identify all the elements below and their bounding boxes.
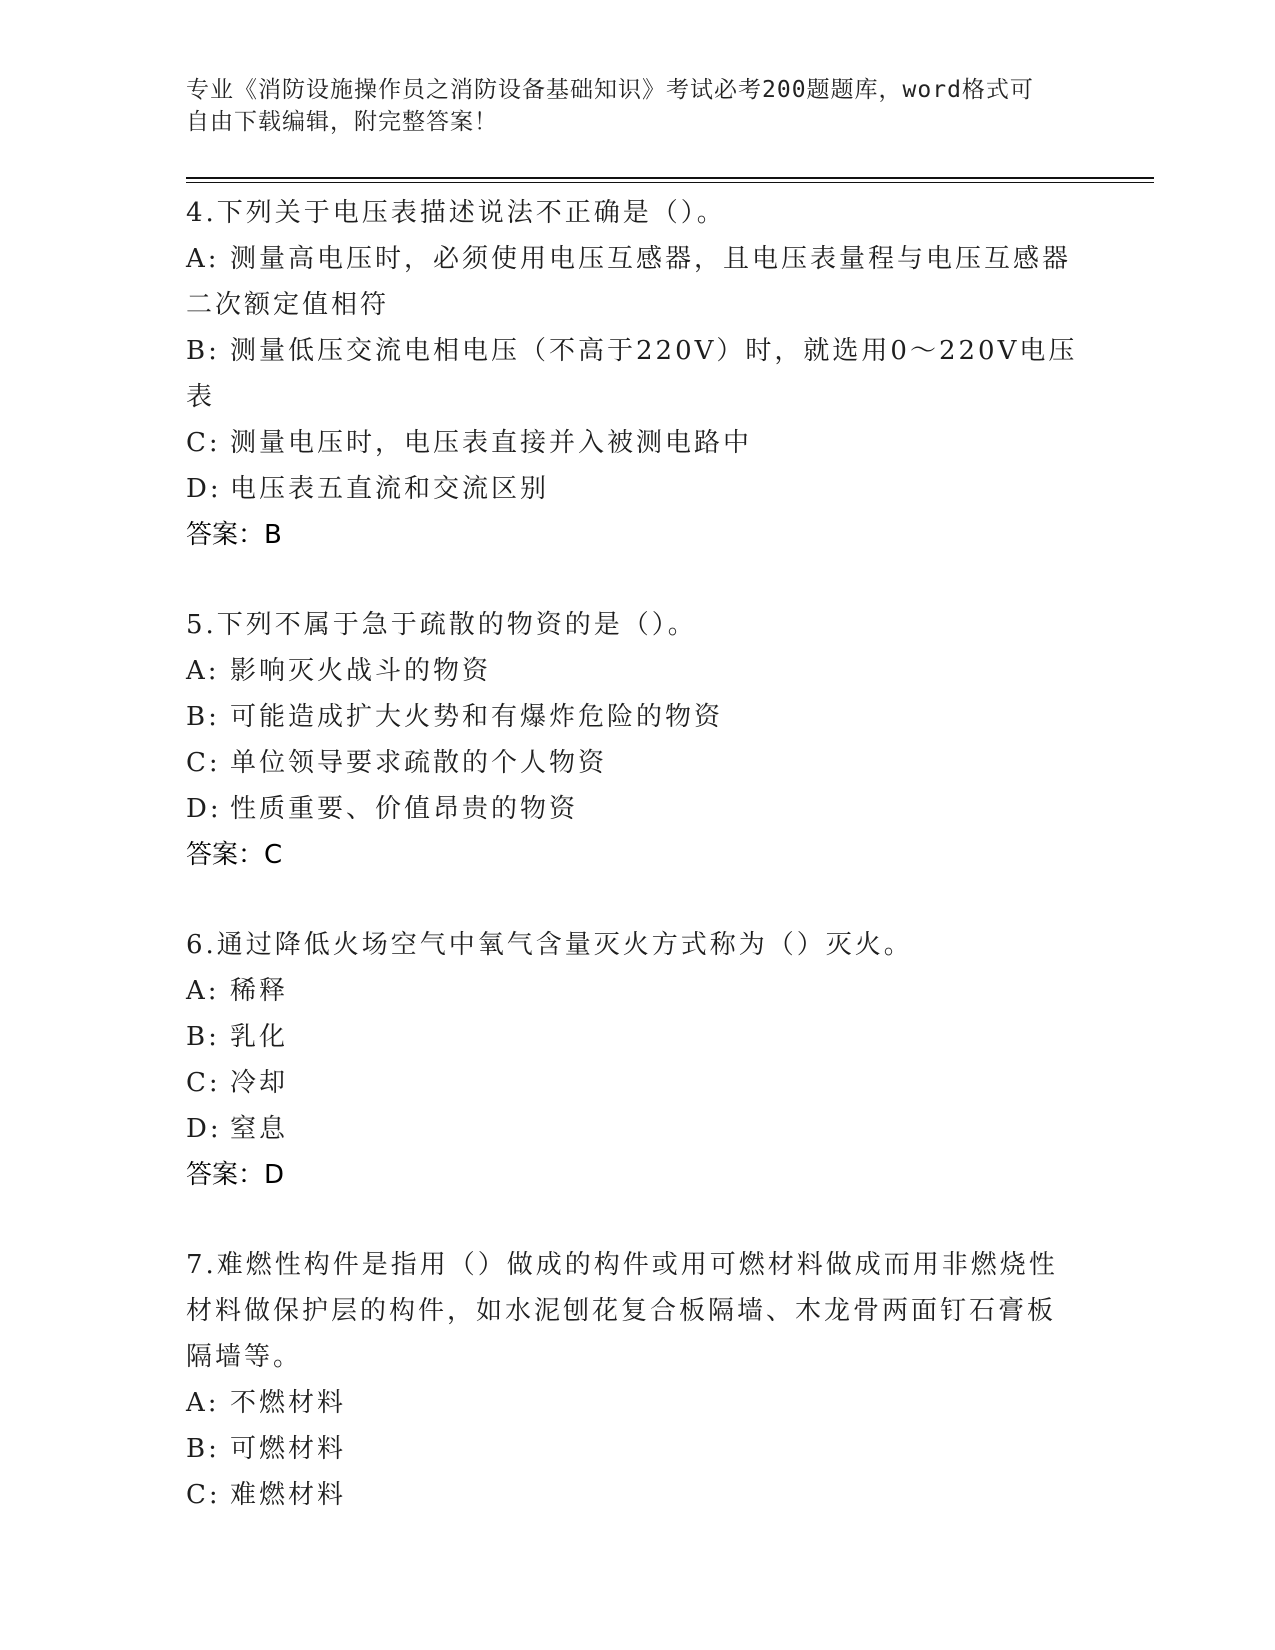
option-text: 稀释	[230, 976, 289, 1006]
question-block	[186, 1242, 1086, 1518]
option-label: D:	[186, 474, 222, 504]
option-text: 性质重要、价值昂贵的物资	[230, 794, 579, 824]
question-block	[186, 922, 1086, 1198]
header-rule-thick	[186, 177, 1154, 179]
option-b	[186, 1014, 1086, 1060]
option-b	[186, 328, 1086, 420]
option-text: 测量低压交流电相电压（不高于220V）时，就选用0～220V电压表	[186, 336, 1078, 412]
question-block	[186, 190, 1086, 558]
option-label: C:	[186, 1068, 221, 1098]
option-label: C:	[186, 1480, 221, 1510]
question-text: 5.下列不属于急于疏散的物资的是（）。	[186, 610, 697, 640]
option-text: 测量高电压时，必须使用电压互感器，且电压表量程与电压互感器	[230, 244, 1072, 274]
question-block	[186, 602, 1086, 878]
option-text: 难燃材料	[230, 1480, 347, 1510]
question-text: 7.难燃性构件是指用（）做成的构件或用可燃材料做成而用非燃烧性	[186, 1250, 1058, 1280]
option-text: 影响灭火战斗的物资	[230, 656, 492, 686]
option-c	[186, 420, 1086, 466]
option-c	[186, 740, 1086, 786]
option-text: 电压表五直流和交流区别	[230, 474, 550, 504]
option-label: D:	[186, 1114, 222, 1144]
question-list	[186, 190, 1086, 1518]
option-label: C:	[186, 748, 221, 778]
question-text: 6.通过降低火场空气中氧气含量灭火方式称为（）灭火。	[186, 930, 913, 960]
question-text: 4.下列关于电压表描述说法不正确是（）。	[186, 198, 726, 228]
document-header	[186, 74, 1066, 138]
question-spacer	[186, 1198, 1086, 1242]
option-c	[186, 1472, 1086, 1518]
option-a	[186, 282, 1086, 328]
option-label: D:	[186, 794, 222, 824]
option-label: B:	[186, 702, 220, 732]
option-text: 单位领导要求疏散的个人物资	[230, 748, 608, 778]
option-label: B:	[186, 1022, 220, 1052]
answer-text: 答案：C	[186, 840, 283, 870]
option-label: A:	[186, 244, 220, 274]
header-rule-thin	[186, 182, 1154, 183]
option-a	[186, 968, 1086, 1014]
option-text: 可能造成扩大火势和有爆炸危险的物资	[230, 702, 724, 732]
answer-text: 答案：B	[186, 520, 282, 550]
header-line-2: 自由下载编辑，附完整答案！	[186, 109, 498, 135]
option-b	[186, 1426, 1086, 1472]
option-text: 可燃材料	[230, 1434, 347, 1464]
option-label: A:	[186, 1388, 220, 1418]
option-label: C:	[186, 428, 221, 458]
option-d	[186, 786, 1086, 832]
question-text: 材料做保护层的构件，如水泥刨花复合板隔墙、木龙骨两面钉石膏板	[186, 1296, 1057, 1326]
option-d	[186, 1106, 1086, 1152]
option-label: B:	[186, 336, 220, 366]
option-c	[186, 1060, 1086, 1106]
option-a	[186, 1380, 1086, 1426]
question-spacer	[186, 558, 1086, 602]
option-text: 冷却	[230, 1068, 289, 1098]
option-text: 不燃材料	[230, 1388, 347, 1418]
header-line-1: 专业《消防设施操作员之消防设备基础知识》考试必考200题题库，word格式可	[186, 77, 1034, 103]
option-label: A:	[186, 976, 220, 1006]
option-a	[186, 236, 1086, 282]
answer-text: 答案：D	[186, 1160, 285, 1190]
option-text: 窒息	[230, 1114, 289, 1144]
option-text: 乳化	[230, 1022, 289, 1052]
option-text: 二次额定值相符	[186, 290, 390, 320]
question-spacer	[186, 878, 1086, 922]
question-text: 隔墙等。	[186, 1342, 303, 1372]
option-b	[186, 694, 1086, 740]
option-text: 测量电压时，电压表直接并入被测电路中	[230, 428, 753, 458]
option-d	[186, 466, 1086, 512]
option-label: A:	[186, 656, 220, 686]
option-label: B:	[186, 1434, 220, 1464]
option-a	[186, 648, 1086, 694]
